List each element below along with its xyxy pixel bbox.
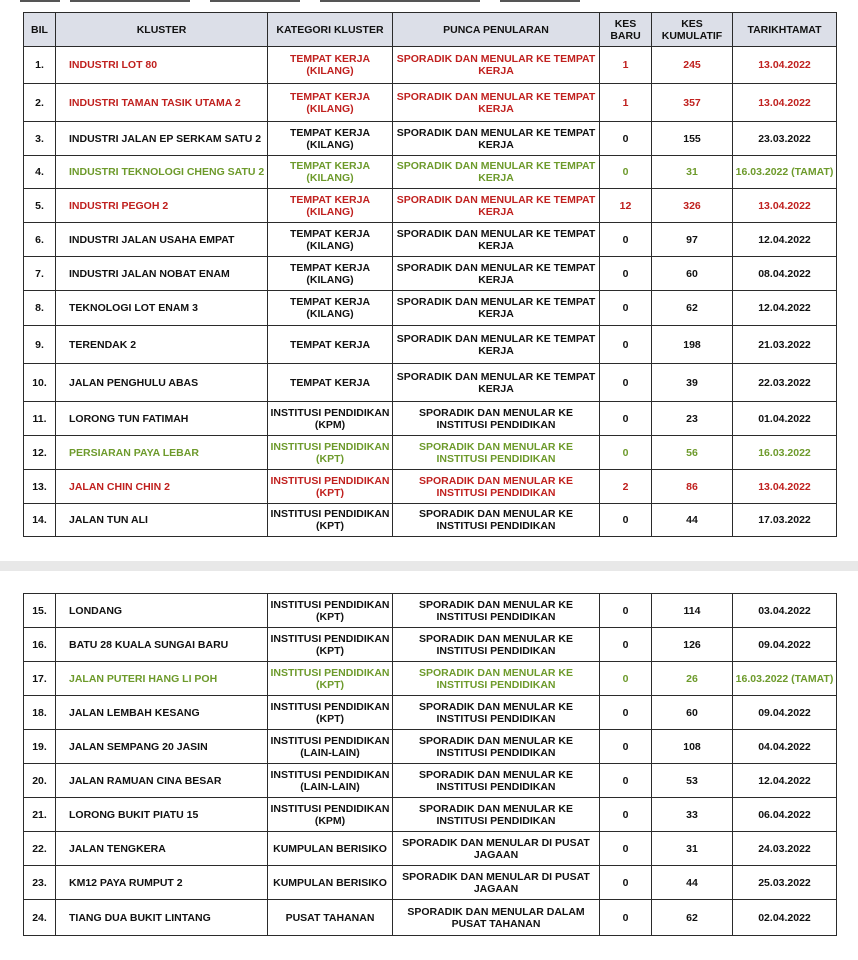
cell-punca: SPORADIK DAN MENULAR KE INSTITUSI PENDIDIKAN bbox=[393, 436, 600, 470]
cell-kes-kumulatif: 86 bbox=[652, 470, 733, 504]
cell-kes-kumulatif: 44 bbox=[652, 504, 733, 537]
cell-kes-kumulatif: 53 bbox=[652, 764, 733, 798]
table-header-row bbox=[24, 13, 837, 47]
cell-kategori: INSTITUSI PENDIDIKAN (KPT) bbox=[268, 662, 393, 696]
cell-punca: SPORADIK DAN MENULAR KE INSTITUSI PENDIDIKAN bbox=[393, 504, 600, 537]
cell-kategori: INSTITUSI PENDIDIKAN (LAIN-LAIN) bbox=[268, 764, 393, 798]
table-row bbox=[24, 764, 837, 798]
cell-tarikh-tamat: 17.03.2022 bbox=[733, 504, 837, 537]
cell-kes-kumulatif: 155 bbox=[652, 122, 733, 156]
cell-kes-kumulatif: 60 bbox=[652, 257, 733, 291]
table-row bbox=[24, 696, 837, 730]
cell-bil: 8. bbox=[24, 291, 56, 326]
cell-kategori: TEMPAT KERJA (KILANG) bbox=[268, 257, 393, 291]
table-row bbox=[24, 730, 837, 764]
cell-bil: 10. bbox=[24, 364, 56, 402]
cell-tarikh-tamat: 16.03.2022 (TAMAT) bbox=[733, 156, 837, 189]
cell-kategori: TEMPAT KERJA (KILANG) bbox=[268, 47, 393, 84]
cell-punca: SPORADIK DAN MENULAR KE INSTITUSI PENDIDIKAN bbox=[393, 764, 600, 798]
cell-kategori: TEMPAT KERJA bbox=[268, 364, 393, 402]
cell-kluster: JALAN PUTERI HANG LI POH bbox=[56, 662, 268, 696]
cell-tarikh-tamat: 03.04.2022 bbox=[733, 594, 837, 628]
cell-punca: SPORADIK DAN MENULAR KE TEMPAT KERJA bbox=[393, 223, 600, 257]
cell-kategori: PUSAT TAHANAN bbox=[268, 900, 393, 936]
cell-punca: SPORADIK DAN MENULAR KE TEMPAT KERJA bbox=[393, 364, 600, 402]
cell-punca: SPORADIK DAN MENULAR KE TEMPAT KERJA bbox=[393, 84, 600, 122]
cell-kes-baru: 0 bbox=[600, 628, 652, 662]
cell-kes-kumulatif: 56 bbox=[652, 436, 733, 470]
cell-bil: 23. bbox=[24, 866, 56, 900]
cell-tarikh-tamat: 13.04.2022 bbox=[733, 470, 837, 504]
cell-kes-baru: 0 bbox=[600, 326, 652, 364]
cell-kes-kumulatif: 31 bbox=[652, 832, 733, 866]
cell-kategori: TEMPAT KERJA (KILANG) bbox=[268, 84, 393, 122]
cluster-table-part-1 bbox=[23, 12, 837, 537]
cell-punca: SPORADIK DAN MENULAR KE INSTITUSI PENDIDIKAN bbox=[393, 798, 600, 832]
header-punca: PUNCA PENULARAN bbox=[393, 13, 600, 47]
cell-kes-baru: 0 bbox=[600, 594, 652, 628]
table-row bbox=[24, 189, 837, 223]
cell-tarikh-tamat: 09.04.2022 bbox=[733, 696, 837, 730]
cell-bil: 21. bbox=[24, 798, 56, 832]
cell-bil: 19. bbox=[24, 730, 56, 764]
cell-bil: 5. bbox=[24, 189, 56, 223]
cell-tarikh-tamat: 13.04.2022 bbox=[733, 47, 837, 84]
cell-kategori: INSTITUSI PENDIDIKAN (KPT) bbox=[268, 628, 393, 662]
cell-kes-baru: 0 bbox=[600, 156, 652, 189]
cell-kes-kumulatif: 326 bbox=[652, 189, 733, 223]
header-kes-kumulatif: KES KUMULATIF bbox=[652, 13, 733, 47]
cell-tarikh-tamat: 12.04.2022 bbox=[733, 764, 837, 798]
cell-tarikh-tamat: 09.04.2022 bbox=[733, 628, 837, 662]
cell-kluster: INDUSTRI JALAN NOBAT ENAM bbox=[56, 257, 268, 291]
table-row bbox=[24, 84, 837, 122]
cell-bil: 14. bbox=[24, 504, 56, 537]
table-row bbox=[24, 47, 837, 84]
cell-kes-baru: 0 bbox=[600, 257, 652, 291]
cell-kluster: INDUSTRI JALAN EP SERKAM SATU 2 bbox=[56, 122, 268, 156]
cell-tarikh-tamat: 16.03.2022 (TAMAT) bbox=[733, 662, 837, 696]
cell-bil: 22. bbox=[24, 832, 56, 866]
cell-punca: SPORADIK DAN MENULAR KE TEMPAT KERJA bbox=[393, 189, 600, 223]
cell-kluster: JALAN TUN ALI bbox=[56, 504, 268, 537]
cell-kes-baru: 0 bbox=[600, 364, 652, 402]
cell-bil: 6. bbox=[24, 223, 56, 257]
cell-tarikh-tamat: 02.04.2022 bbox=[733, 900, 837, 936]
cell-kes-kumulatif: 31 bbox=[652, 156, 733, 189]
cropped-previous-text bbox=[0, 0, 858, 3]
cell-kategori: TEMPAT KERJA (KILANG) bbox=[268, 291, 393, 326]
cell-punca: SPORADIK DAN MENULAR KE INSTITUSI PENDIDIKAN bbox=[393, 402, 600, 436]
cell-kes-baru: 0 bbox=[600, 402, 652, 436]
cell-tarikh-tamat: 12.04.2022 bbox=[733, 291, 837, 326]
cell-kes-baru: 0 bbox=[600, 832, 652, 866]
cell-punca: SPORADIK DAN MENULAR DI PUSAT JAGAAN bbox=[393, 866, 600, 900]
cell-bil: 12. bbox=[24, 436, 56, 470]
cell-kes-baru: 0 bbox=[600, 122, 652, 156]
cell-bil: 24. bbox=[24, 900, 56, 936]
table-row bbox=[24, 866, 837, 900]
cell-bil: 17. bbox=[24, 662, 56, 696]
cell-kes-kumulatif: 245 bbox=[652, 47, 733, 84]
cell-kes-baru: 0 bbox=[600, 696, 652, 730]
table-row bbox=[24, 402, 837, 436]
header-tarikh-tamat: TARIKHTAMAT bbox=[733, 13, 837, 47]
cell-kes-kumulatif: 62 bbox=[652, 291, 733, 326]
cell-bil: 13. bbox=[24, 470, 56, 504]
cell-kes-kumulatif: 126 bbox=[652, 628, 733, 662]
cell-kategori: INSTITUSI PENDIDIKAN (KPM) bbox=[268, 798, 393, 832]
cell-kes-baru: 2 bbox=[600, 470, 652, 504]
cell-punca: SPORADIK DAN MENULAR KE INSTITUSI PENDIDIKAN bbox=[393, 628, 600, 662]
cell-kategori: INSTITUSI PENDIDIKAN (KPT) bbox=[268, 504, 393, 537]
cell-kes-baru: 0 bbox=[600, 730, 652, 764]
cell-kluster: INDUSTRI JALAN USAHA EMPAT bbox=[56, 223, 268, 257]
cell-kluster: JALAN LEMBAH KESANG bbox=[56, 696, 268, 730]
cell-tarikh-tamat: 23.03.2022 bbox=[733, 122, 837, 156]
cell-kes-kumulatif: 62 bbox=[652, 900, 733, 936]
cell-kes-kumulatif: 357 bbox=[652, 84, 733, 122]
cell-punca: SPORADIK DAN MENULAR KE INSTITUSI PENDIDIKAN bbox=[393, 662, 600, 696]
cell-kluster: INDUSTRI TAMAN TASIK UTAMA 2 bbox=[56, 84, 268, 122]
cell-kluster: TERENDAK 2 bbox=[56, 326, 268, 364]
table-row bbox=[24, 122, 837, 156]
cell-kes-baru: 0 bbox=[600, 436, 652, 470]
cell-tarikh-tamat: 24.03.2022 bbox=[733, 832, 837, 866]
cell-kes-kumulatif: 33 bbox=[652, 798, 733, 832]
cell-punca: SPORADIK DAN MENULAR KE INSTITUSI PENDIDIKAN bbox=[393, 696, 600, 730]
cell-bil: 18. bbox=[24, 696, 56, 730]
cell-bil: 15. bbox=[24, 594, 56, 628]
header-kategori: KATEGORI KLUSTER bbox=[268, 13, 393, 47]
header-bil: BIL bbox=[24, 13, 56, 47]
cell-bil: 11. bbox=[24, 402, 56, 436]
cell-kluster: JALAN TENGKERA bbox=[56, 832, 268, 866]
cell-kes-baru: 12 bbox=[600, 189, 652, 223]
cell-tarikh-tamat: 21.03.2022 bbox=[733, 326, 837, 364]
cell-kes-baru: 0 bbox=[600, 223, 652, 257]
cell-kluster: INDUSTRI TEKNOLOGI CHENG SATU 2 bbox=[56, 156, 268, 189]
table-row bbox=[24, 223, 837, 257]
cell-punca: SPORADIK DAN MENULAR KE INSTITUSI PENDIDIKAN bbox=[393, 594, 600, 628]
cell-punca: SPORADIK DAN MENULAR DALAM PUSAT TAHANAN bbox=[393, 900, 600, 936]
cell-kluster: LORONG BUKIT PIATU 15 bbox=[56, 798, 268, 832]
cell-bil: 7. bbox=[24, 257, 56, 291]
table-row bbox=[24, 662, 837, 696]
table-row bbox=[24, 504, 837, 537]
cell-kes-kumulatif: 60 bbox=[652, 696, 733, 730]
cell-punca: SPORADIK DAN MENULAR DI PUSAT JAGAAN bbox=[393, 832, 600, 866]
table-row bbox=[24, 798, 837, 832]
cell-tarikh-tamat: 13.04.2022 bbox=[733, 189, 837, 223]
cell-kes-kumulatif: 23 bbox=[652, 402, 733, 436]
cell-bil: 9. bbox=[24, 326, 56, 364]
table-row bbox=[24, 470, 837, 504]
cell-kategori: INSTITUSI PENDIDIKAN (KPT) bbox=[268, 470, 393, 504]
cell-kategori: INSTITUSI PENDIDIKAN (KPT) bbox=[268, 696, 393, 730]
cell-tarikh-tamat: 13.04.2022 bbox=[733, 84, 837, 122]
cell-bil: 16. bbox=[24, 628, 56, 662]
table-row bbox=[24, 257, 837, 291]
cell-kluster: LONDANG bbox=[56, 594, 268, 628]
cell-tarikh-tamat: 01.04.2022 bbox=[733, 402, 837, 436]
cell-kluster: BATU 28 KUALA SUNGAI BARU bbox=[56, 628, 268, 662]
cell-kes-baru: 0 bbox=[600, 662, 652, 696]
cell-bil: 1. bbox=[24, 47, 56, 84]
cell-bil: 3. bbox=[24, 122, 56, 156]
cell-tarikh-tamat: 22.03.2022 bbox=[733, 364, 837, 402]
cell-kluster: JALAN RAMUAN CINA BESAR bbox=[56, 764, 268, 798]
cell-kes-kumulatif: 39 bbox=[652, 364, 733, 402]
table-row bbox=[24, 326, 837, 364]
cell-kategori: INSTITUSI PENDIDIKAN (KPT) bbox=[268, 594, 393, 628]
cell-kategori: INSTITUSI PENDIDIKAN (KPM) bbox=[268, 402, 393, 436]
cell-punca: SPORADIK DAN MENULAR KE TEMPAT KERJA bbox=[393, 326, 600, 364]
cell-kes-kumulatif: 198 bbox=[652, 326, 733, 364]
cell-tarikh-tamat: 12.04.2022 bbox=[733, 223, 837, 257]
cell-kategori: INSTITUSI PENDIDIKAN (LAIN-LAIN) bbox=[268, 730, 393, 764]
cell-kluster: JALAN CHIN CHIN 2 bbox=[56, 470, 268, 504]
cell-tarikh-tamat: 06.04.2022 bbox=[733, 798, 837, 832]
cell-punca: SPORADIK DAN MENULAR KE TEMPAT KERJA bbox=[393, 122, 600, 156]
cell-kes-kumulatif: 114 bbox=[652, 594, 733, 628]
cell-kluster: LORONG TUN FATIMAH bbox=[56, 402, 268, 436]
cell-bil: 4. bbox=[24, 156, 56, 189]
table-row bbox=[24, 628, 837, 662]
cell-kes-kumulatif: 44 bbox=[652, 866, 733, 900]
cell-kluster: INDUSTRI PEGOH 2 bbox=[56, 189, 268, 223]
table-row bbox=[24, 291, 837, 326]
cell-kategori: TEMPAT KERJA (KILANG) bbox=[268, 156, 393, 189]
cell-tarikh-tamat: 16.03.2022 bbox=[733, 436, 837, 470]
table-row bbox=[24, 594, 837, 628]
table-row bbox=[24, 364, 837, 402]
cell-kluster: JALAN SEMPANG 20 JASIN bbox=[56, 730, 268, 764]
cell-kluster: TEKNOLOGI LOT ENAM 3 bbox=[56, 291, 268, 326]
cell-tarikh-tamat: 08.04.2022 bbox=[733, 257, 837, 291]
cell-kes-baru: 0 bbox=[600, 504, 652, 537]
table-row bbox=[24, 900, 837, 936]
cell-kluster: KM12 PAYA RUMPUT 2 bbox=[56, 866, 268, 900]
cell-kluster: TIANG DUA BUKIT LINTANG bbox=[56, 900, 268, 936]
cell-tarikh-tamat: 25.03.2022 bbox=[733, 866, 837, 900]
cluster-table-part-2 bbox=[23, 593, 837, 936]
cell-kes-baru: 0 bbox=[600, 764, 652, 798]
cell-kategori: TEMPAT KERJA (KILANG) bbox=[268, 223, 393, 257]
cell-punca: SPORADIK DAN MENULAR KE TEMPAT KERJA bbox=[393, 257, 600, 291]
cell-punca: SPORADIK DAN MENULAR KE TEMPAT KERJA bbox=[393, 156, 600, 189]
cell-kes-baru: 0 bbox=[600, 900, 652, 936]
cell-kes-baru: 1 bbox=[600, 47, 652, 84]
cell-punca: SPORADIK DAN MENULAR KE INSTITUSI PENDIDIKAN bbox=[393, 470, 600, 504]
cell-punca: SPORADIK DAN MENULAR KE TEMPAT KERJA bbox=[393, 291, 600, 326]
header-kluster: KLUSTER bbox=[56, 13, 268, 47]
cell-kategori: TEMPAT KERJA (KILANG) bbox=[268, 189, 393, 223]
cell-kategori: TEMPAT KERJA (KILANG) bbox=[268, 122, 393, 156]
cell-kes-baru: 1 bbox=[600, 84, 652, 122]
cell-kategori: KUMPULAN BERISIKO bbox=[268, 832, 393, 866]
table-row bbox=[24, 156, 837, 189]
cell-kategori: TEMPAT KERJA bbox=[268, 326, 393, 364]
cell-kluster: PERSIARAN PAYA LEBAR bbox=[56, 436, 268, 470]
cell-kes-baru: 0 bbox=[600, 798, 652, 832]
cell-kes-baru: 0 bbox=[600, 291, 652, 326]
cell-kluster: INDUSTRI LOT 80 bbox=[56, 47, 268, 84]
page-separator bbox=[0, 561, 858, 571]
table-row bbox=[24, 436, 837, 470]
cell-punca: SPORADIK DAN MENULAR KE TEMPAT KERJA bbox=[393, 47, 600, 84]
cell-kluster: JALAN PENGHULU ABAS bbox=[56, 364, 268, 402]
table-row bbox=[24, 832, 837, 866]
cell-bil: 2. bbox=[24, 84, 56, 122]
cell-kes-kumulatif: 97 bbox=[652, 223, 733, 257]
cell-bil: 20. bbox=[24, 764, 56, 798]
cell-kategori: INSTITUSI PENDIDIKAN (KPT) bbox=[268, 436, 393, 470]
cell-tarikh-tamat: 04.04.2022 bbox=[733, 730, 837, 764]
cell-punca: SPORADIK DAN MENULAR KE INSTITUSI PENDIDIKAN bbox=[393, 730, 600, 764]
cell-kategori: KUMPULAN BERISIKO bbox=[268, 866, 393, 900]
header-kes-baru: KES BARU bbox=[600, 13, 652, 47]
cell-kes-baru: 0 bbox=[600, 866, 652, 900]
cell-kes-kumulatif: 26 bbox=[652, 662, 733, 696]
cell-kes-kumulatif: 108 bbox=[652, 730, 733, 764]
